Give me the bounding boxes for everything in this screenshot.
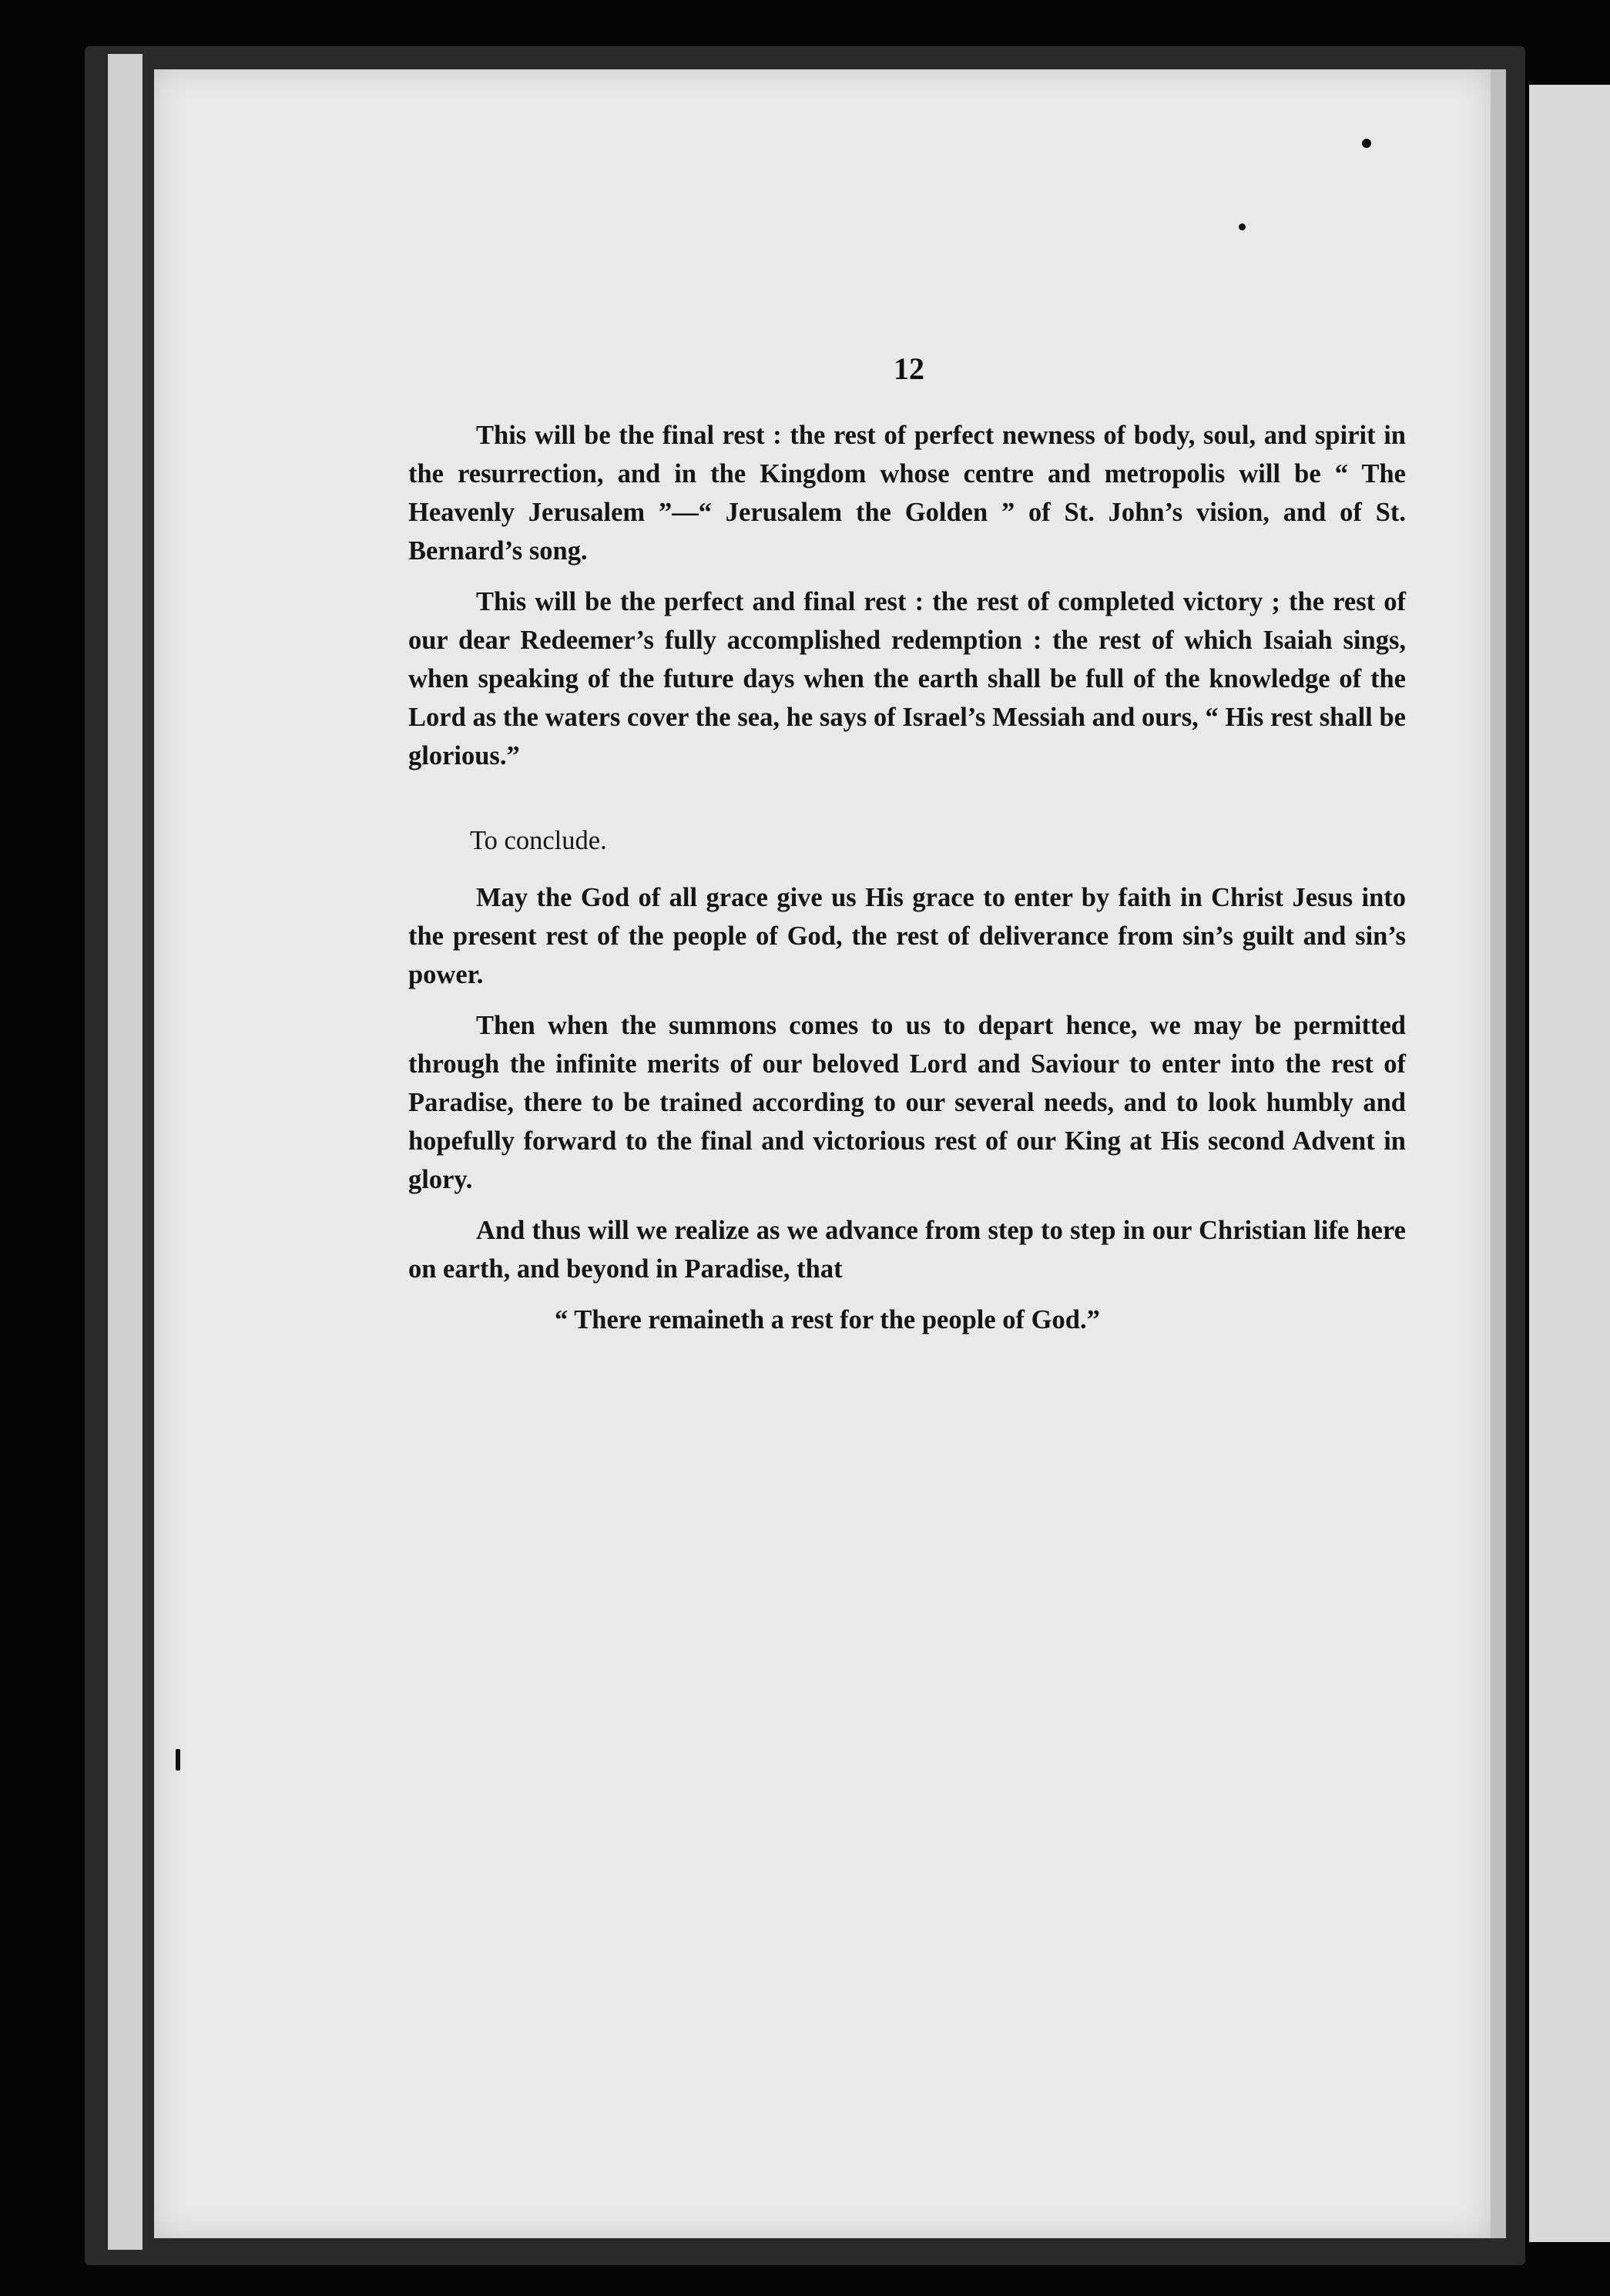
paragraph-realize: And thus will we realize as we advance from step to step in our Christian life here on earth, and beyond in Paradise, that [408,1216,1406,1284]
page-body-text [408,416,1406,1351]
paragraph-grace: May the God of all grace give us His grace to enter by faith in Christ Jesus into the present rest of the people of God, the rest of deliverance from sin’s guilt and sin’s power. [408,883,1406,989]
paragraph-final-rest: This will be the final rest : the rest of perfect newness of body, soul, and spirit in the resurrection, and in the Kingdom whose centre and metropolis will be “ The Heavenly Jerusalem ”—“ Jerusalem the Golden ” of St. John’s vision, and of St. Bernard’s song. [408,421,1406,566]
closing-quote: “ There remaineth a rest for the people of God.” [555,1305,1100,1334]
page-gutter [1491,69,1506,2238]
scan-speck [176,1749,180,1771]
section-heading: To conclude. [470,826,607,855]
facing-page-edge [1529,85,1610,2242]
paragraph-perfect-rest: This will be the perfect and final rest : the rest of completed victory ; the rest of our dear Redeemer’s fully accomplished redemption : the rest of which Isaiah sings, when speaking of the future days when the earth shall be full of the knowledge of the Lord as the waters cover the sea, he says of Israel’s Messiah and ours, “ His rest shall be glorious.” [408,587,1406,770]
scan-speck [1239,223,1246,230]
paragraph-summons: Then when the summons comes to us to depart hence, we may be permitted through the infinite merits of our beloved Lord and Saviour to enter into the rest of Paradise, there to be trained according to our several needs, and to look humbly and hopefully forward to the final and victorious rest of our King at His second Advent in glory. [408,1011,1406,1194]
page-number: 12 [894,351,924,386]
page-edge-left [108,54,143,2250]
scan-speck [1362,139,1371,148]
